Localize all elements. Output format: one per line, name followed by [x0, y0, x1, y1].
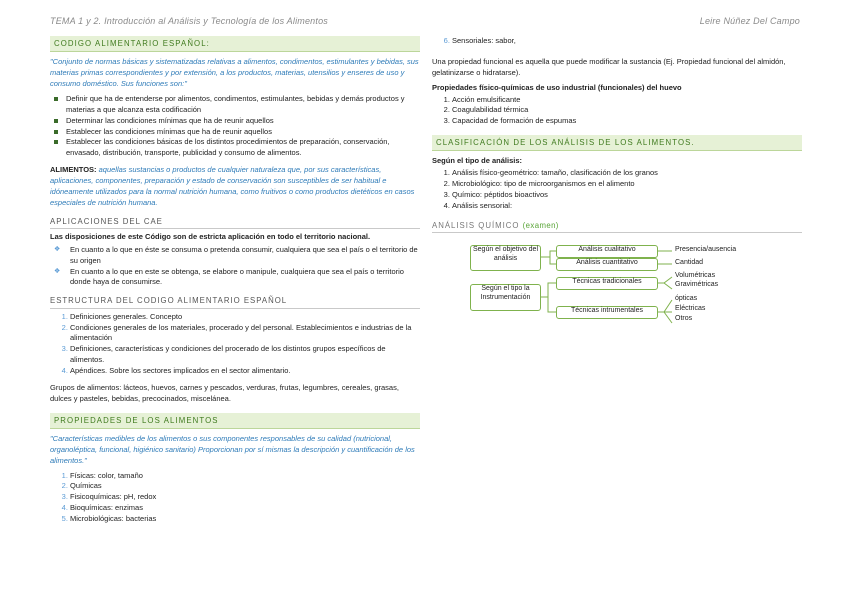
list-item: 2. Microbiológico: tipo de microorganismos en el alimento — [452, 179, 802, 190]
section-codigo-title: CODIGO ALIMENTARIO ESPAÑOL: — [50, 36, 420, 52]
section-aplicaciones-title: APLICACIONES DEL CAE — [50, 216, 420, 229]
otros-text: Otros — [675, 315, 693, 323]
cantidad-text: Cantidad — [675, 259, 704, 267]
propiedades-list-continued — [432, 36, 802, 47]
list-item: 2. Químicas — [70, 481, 420, 492]
instrumentales-box: Técnicas intrumentales — [556, 306, 658, 319]
list-item: ❖ En cuanto a lo que en éste se consuma o pretenda consumir, cualquiera que sea el país o el territorio de su origen — [70, 245, 420, 267]
list-item: ❖ En cuanto a lo que en este se obtenga, se elabore o manipule, cualquiera que sea el país o territorio donde haya de consumirse. — [70, 267, 420, 289]
estructura-list — [50, 312, 420, 377]
list-item: 1. Análisis físico-geométrico: tamaño, clasificación de los granos — [452, 168, 802, 179]
cuantitativo-box: Análisis cuantitativo — [556, 258, 658, 271]
list-item: 1. Definiciones generales. Concepto — [70, 312, 420, 323]
left-column — [50, 36, 420, 529]
quimico-title-text: ANÁLISIS QUÍMICO — [432, 220, 520, 230]
tradicionales-box: Técnicas tradicionales — [556, 277, 658, 290]
aplicaciones-lead: Las disposiciones de este Código son de estricta aplicación en todo el territorio nacional. — [50, 231, 371, 241]
opticas-text: ópticas — [675, 295, 698, 303]
list-item: 1. Acción emulsificante — [452, 95, 802, 106]
propiedades-list — [50, 471, 420, 525]
list-item: 3. Fisicoquímicas: pH, redox — [70, 492, 420, 503]
alimentos-term: ALIMENTOS: — [50, 165, 97, 175]
volumetricas-text: Volumétricas — [675, 272, 716, 280]
list-item: 3. Capacidad de formación de espumas — [452, 116, 802, 127]
analysis-diagram — [432, 239, 802, 329]
list-item: 2. Coagulabilidad térmica — [452, 105, 802, 116]
right-column — [432, 36, 802, 329]
list-item: Definir que ha de entenderse por alimentos, condimentos, estimulantes, bebidas y demás productos y materias a que alcanza esta codificación — [66, 94, 420, 116]
list-item: 4. Análisis sensorial: — [452, 201, 802, 212]
clasificacion-list — [432, 168, 802, 212]
huevo-list — [432, 95, 802, 128]
list-item: 3. Definiciones, características y condiciones del procerado de los distintos grupos específicos de alimentos. — [70, 344, 420, 366]
list-item: Determinar las condiciones mínimas que ha de reunir aquellos — [66, 116, 420, 127]
cualitativo-box: Análisis cualitativo — [556, 245, 658, 258]
list-item: 4. Bioquímicas: enzimas — [70, 503, 420, 514]
propiedad-funcional-text: Una propiedad funcional es aquella que puede modificar la sustancia (Ej. Propiedad funcional del almidón, gelatinizarse o hidratarse). — [432, 56, 786, 77]
clasificacion-lead: Según el tipo de análisis: — [432, 156, 523, 166]
presencia-text: Presencia/ausencia — [675, 246, 737, 254]
alimentos-text: aquellas sustancias o productos de cualquier naturaleza que, por sus características, aplicaciones, componentes, preparación y estado de conservación son susceptibles de ser habitual e idóneamente utilizados para la normal nutrición humana, como fruitivos o como productos dietéticos en casos especiales de nutrición humana. — [50, 165, 415, 207]
objetivo-box: Según el objetivo del análisis — [470, 245, 541, 271]
section-estructura-title: ESTRUCTURA DEL CODIGO ALIMENTARIO ESPAÑOL — [50, 295, 420, 308]
huevo-title: Propiedades físico-químicas de uso industrial (funcionales) del huevo — [432, 82, 682, 92]
header-title: TEMA 1 y 2. Introducción al Análisis y Tecnología de los Alimentos — [50, 16, 328, 26]
electricas-text: Eléctricas — [675, 305, 706, 313]
codigo-functions-list — [50, 94, 420, 159]
section-clasificacion-title: CLASIFICACIÓN DE LOS ANÁLISIS DE LOS ALIMENTOS. — [432, 135, 802, 151]
list-item: 2. Condiciones generales de los materiales, procerado y del personal. Establecimientos e industrias de la alimentación — [70, 323, 420, 345]
list-item: 3. Químico: péptidos bioactivos — [452, 190, 802, 201]
list-item: 4. Apéndices. Sobre los sectores implicados en el sector alimentario. — [70, 366, 420, 377]
aplicaciones-list — [50, 245, 420, 289]
section-propiedades-title: PROPIEDADES DE LOS ALIMENTOS — [50, 413, 420, 429]
list-item: 1. Físicas: color, tamaño — [70, 471, 420, 482]
header-author: Leire Núñez Del Campo — [699, 16, 800, 26]
alimentos-definition — [50, 165, 420, 209]
list-item: 5. Microbiológicas: bacterias — [70, 514, 420, 525]
codigo-quote: "Conjunto de normas básicas y sistematizadas relativas a alimentos, condimentos, estimulantes y bebidas, sus materias primas correspondientes y por extensión, a los productos, materias, utensilios y enseres de uso y consumo doméstico. Sus funciones son:" — [50, 57, 419, 89]
list-item: 6. Sensoriales: sabor, — [452, 36, 802, 47]
propiedades-quote: "Características medibles de los alimentos o sus componentes responsables de su calidad (nutricional, organoléptica, funcional, higiénico sanitario) Proporcionan por sí mismas la descripción y cuantificación de los alimentos." — [50, 433, 415, 465]
instrumentacion-box: Según el tipo la Instrumentación — [470, 284, 541, 311]
section-quimico-title — [432, 220, 802, 233]
gravimetricas-text: Gravimétricas — [675, 281, 719, 289]
quimico-note: (examen) — [522, 220, 559, 230]
list-item: Establecer las condiciones mínimas que ha de reunir aquellos — [66, 127, 420, 138]
grupos-alimentos: Grupos de alimentos: lácteos, huevos, carnes y pescados, verduras, frutas, legumbres, cereales, grasas, dulces y pasteles, bebidas, precocinados, miscelánea. — [50, 382, 399, 403]
list-item: Establecer las condiciones básicas de los distintos procedimientos de preparación, conservación, envasado, distribución, transporte, publicidad y consumo de alimentos. — [66, 137, 420, 159]
